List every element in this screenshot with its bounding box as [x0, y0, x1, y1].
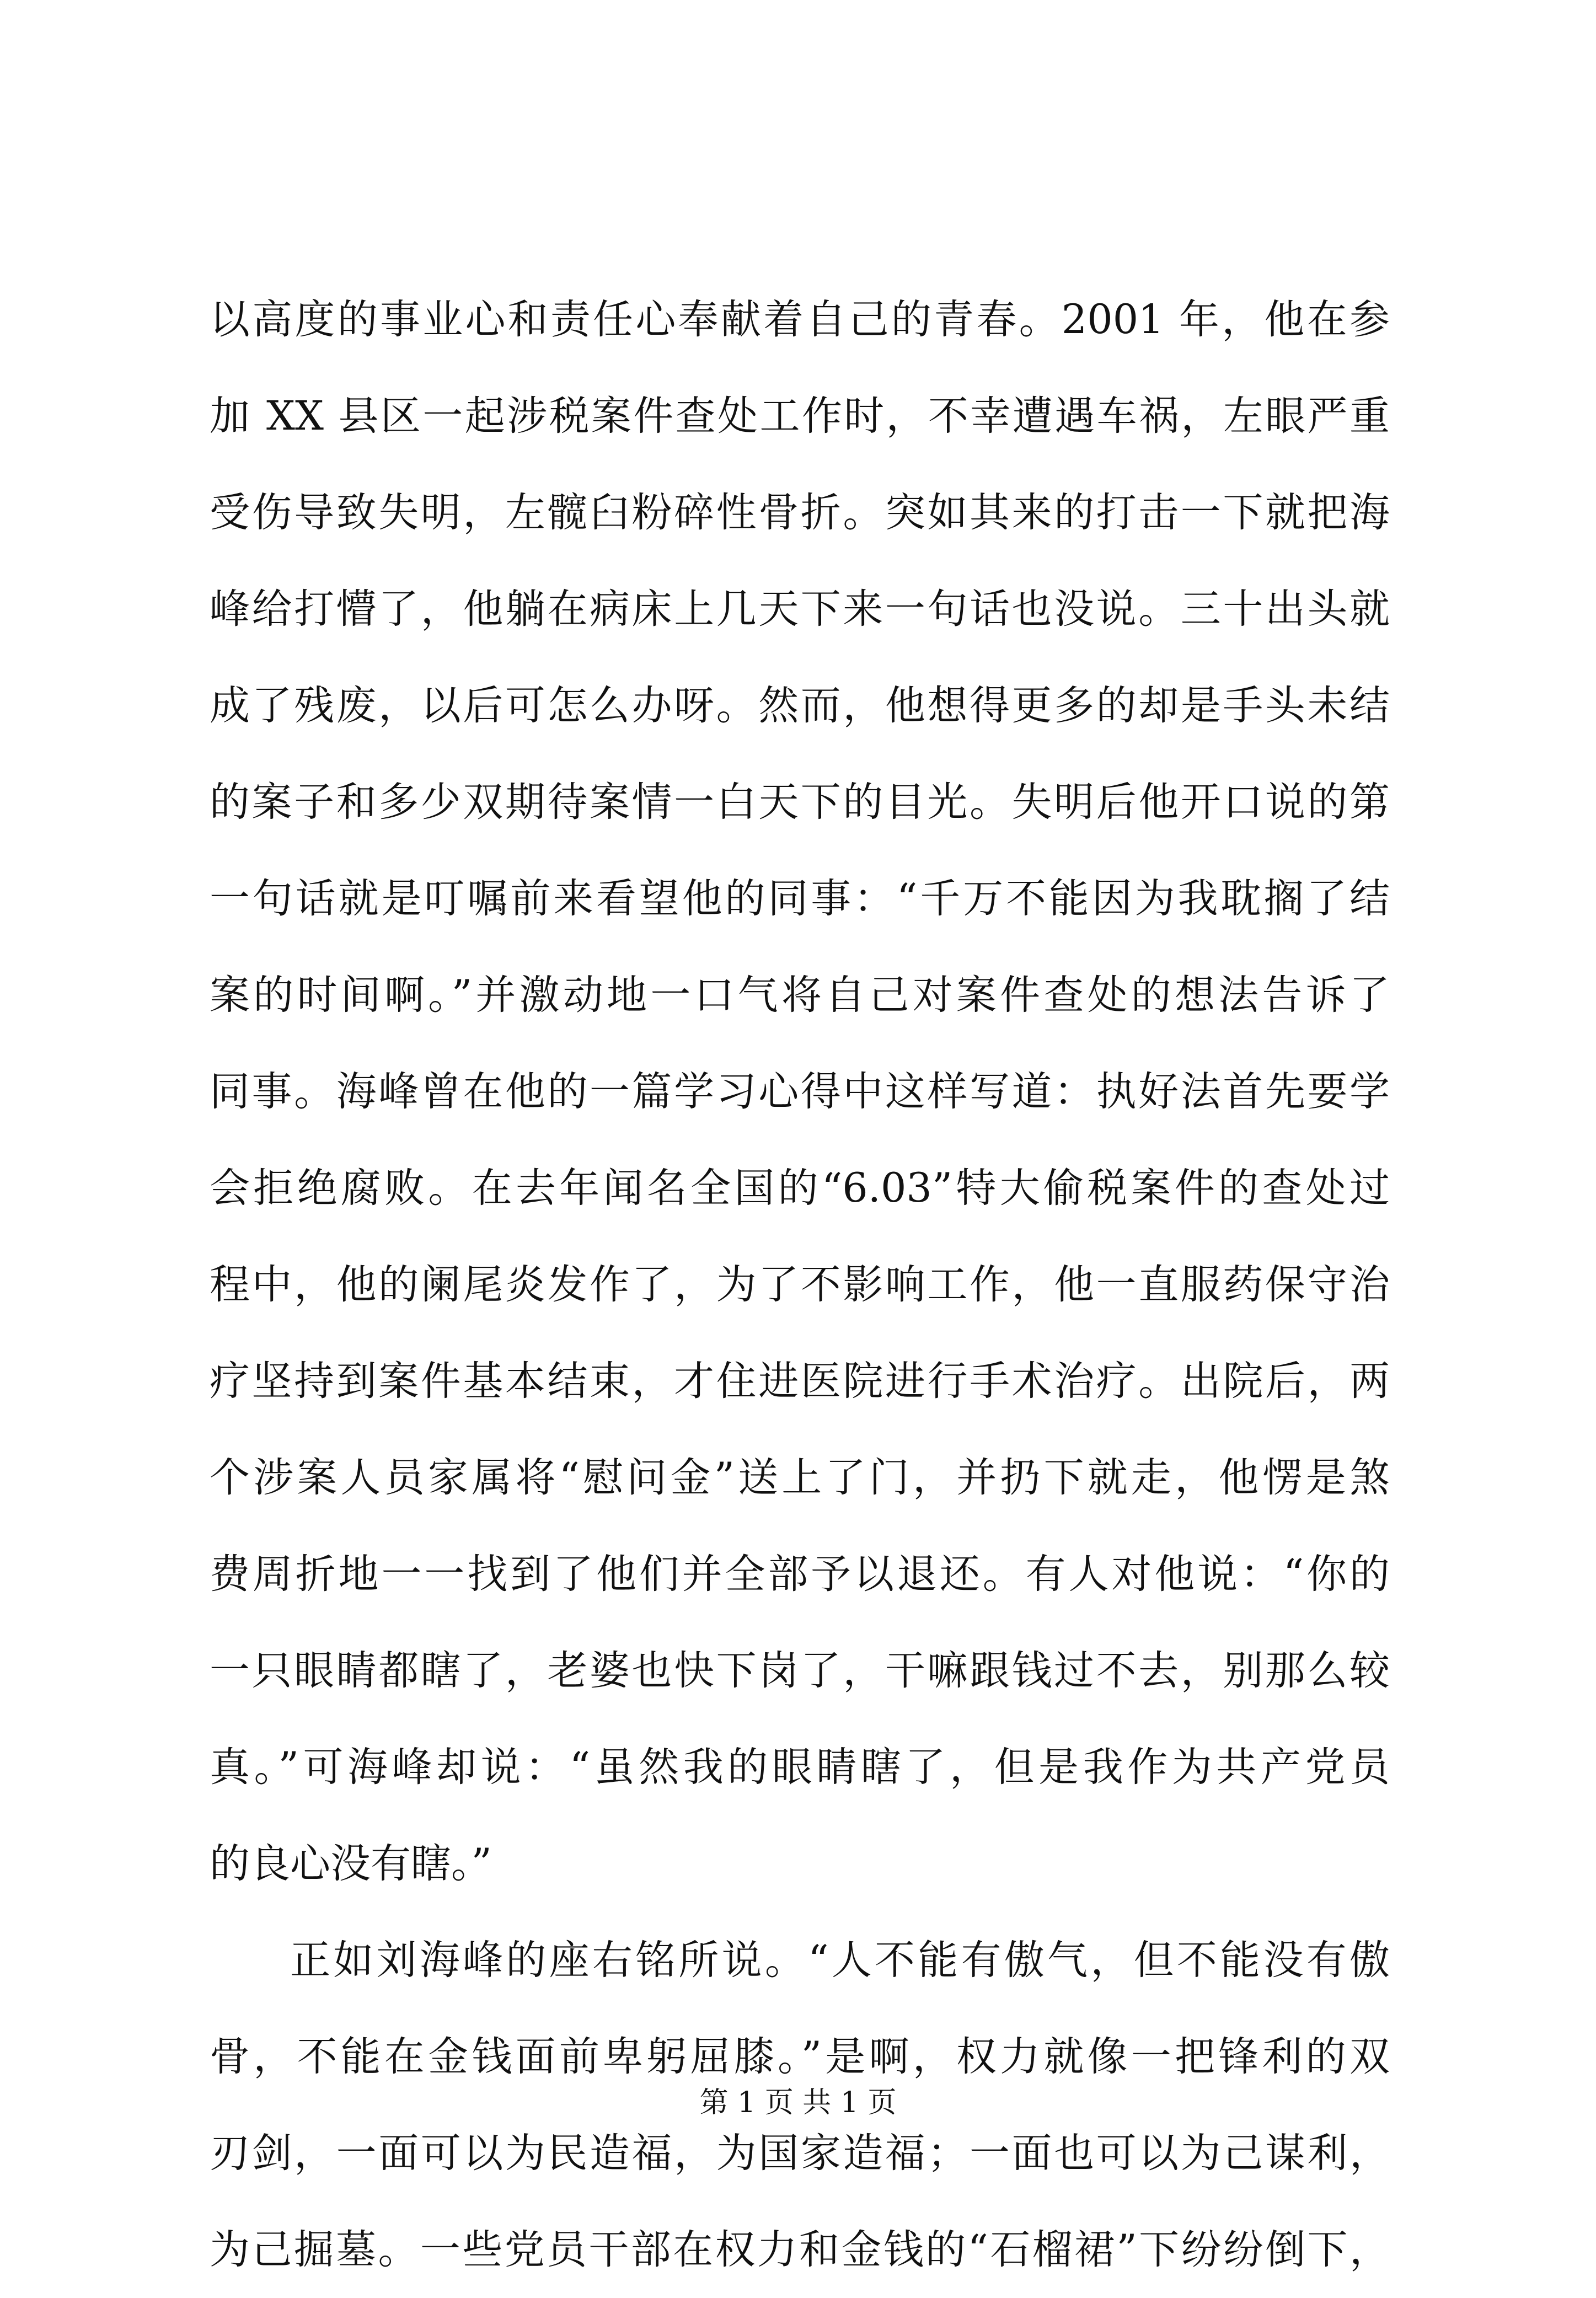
text-line: 受伤导致失明，左髋臼粉碎性骨折。突如其来的打击一下就把海 [210, 489, 1390, 536]
text-line: 费周折地一一找到了他们并全部予以退还。有人对他说：“你的 [210, 1551, 1390, 1598]
text-line: 峰给打懵了，他躺在病床上几天下来一句话也没说。三十出头就 [210, 586, 1390, 633]
text-line: 加 XX 县区一起涉税案件查处工作时，不幸遭遇车祸，左眼严重 [210, 393, 1390, 440]
paragraph-1 [210, 271, 1390, 1912]
page-footer [0, 2079, 1596, 2120]
text-line: 案的时间啊。”并激动地一口气将自己对案件查处的想法告诉了 [210, 972, 1390, 1019]
text-line: 的案子和多少双期待案情一白天下的目光。失明后他开口说的第 [210, 779, 1390, 826]
document-body [210, 271, 1390, 2298]
text-line: 个涉案人员家属将“慰问金”送上了门，并扔下就走，他愣是煞 [210, 1454, 1390, 1501]
text-line: 的良心没有瞎。” [210, 1840, 492, 1887]
text-line: 程中，他的阑尾炎发作了，为了不影响工作，他一直服药保守治 [210, 1261, 1390, 1308]
text-line: 同事。海峰曾在他的一篇学习心得中这样写道：执好法首先要学 [210, 1068, 1390, 1115]
text-line: 疗坚持到案件基本结束，才住进医院进行手术治疗。出院后，两 [210, 1358, 1390, 1405]
text-line: 骨，不能在金钱面前卑躬屈膝。”是啊，权力就像一把锋利的双 [210, 2033, 1390, 2080]
text-line: 正如刘海峰的座右铭所说。“人不能有傲气，但不能没有傲 [290, 1937, 1390, 1984]
text-line: 刃剑，一面可以为民造福，为国家造福；一面也可以为己谋利， [210, 2130, 1390, 2177]
text-line: 一只眼睛都瞎了，老婆也快下岗了，干嘛跟钱过不去，别那么较 [210, 1647, 1390, 1694]
text-line: 真。”可海峰却说：“虽然我的眼睛瞎了，但是我作为共产党员 [210, 1744, 1390, 1791]
page-number-label: 第 1 页 共 1 页 [699, 2086, 897, 2119]
text-line: 为己掘墓。一些党员干部在权力和金钱的“石榴裙”下纷纷倒下， [210, 2226, 1390, 2273]
text-line: 成了残废，以后可怎么办呀。然而，他想得更多的却是手头未结 [210, 682, 1390, 729]
text-line: 会拒绝腐败。在去年闻名全国的“6.03”特大偷税案件的查处过 [210, 1165, 1390, 1212]
text-line: 一句话就是叮嘱前来看望他的同事：“千万不能因为我耽搁了结 [210, 875, 1390, 922]
text-line: 以高度的事业心和责任心奉献着自己的青春。2001 年，他在参 [210, 296, 1390, 343]
